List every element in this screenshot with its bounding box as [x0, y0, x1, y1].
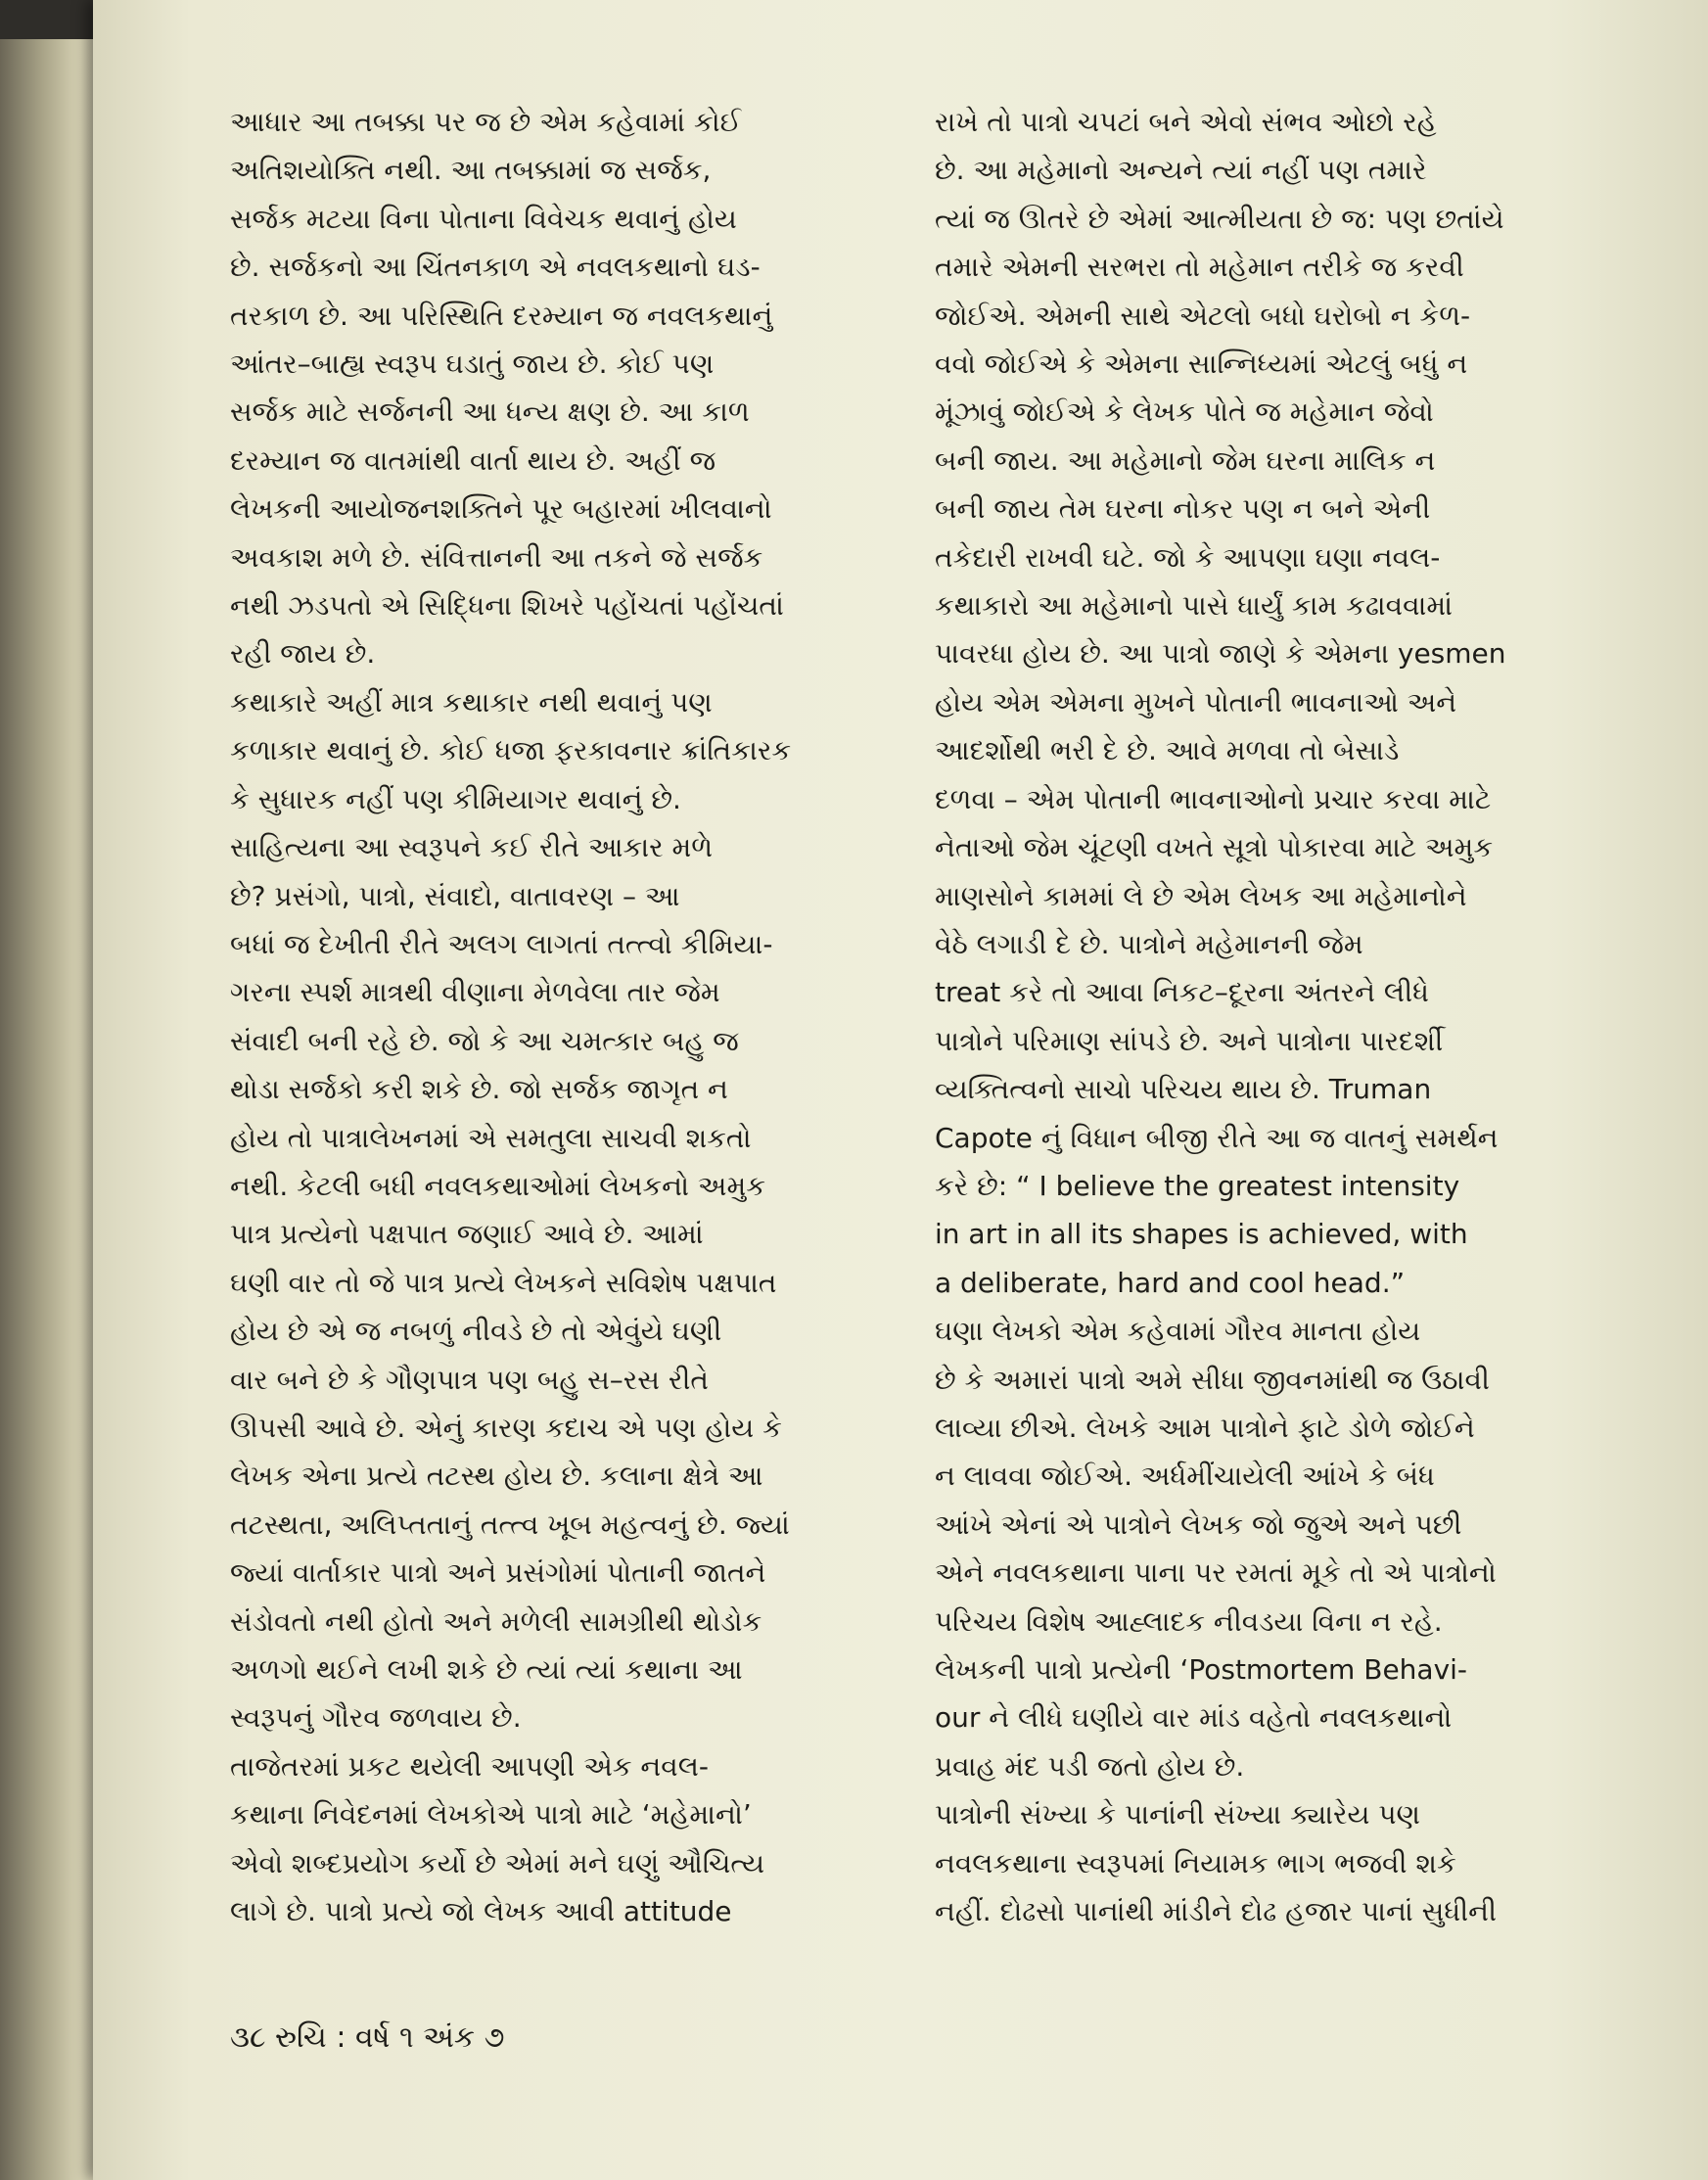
right-column-line: લેખકની પાત્રો પ્રત્યેની ‘Postmortem Behavi-: [935, 1653, 1468, 1686]
magazine-page: [93, 0, 1708, 2180]
right-column-line: જોઈએ. એમની સાથે એટલો બધો ઘરોબો ન કેળ-: [935, 299, 1471, 332]
left-column-line: રહી જાય છે.: [230, 637, 376, 671]
right-column-line: પાવરધા હોય છે. આ પાત્રો જાણે કે એમના yesmen: [935, 637, 1506, 671]
right-column-line: બની જાય. આ મહેમાનો જેમ ઘરના માલિક ન: [935, 443, 1436, 477]
left-column-line: જ્યાં વાર્તાકાર પાત્રો અને પ્રસંગોમાં પોતાની જાતને: [230, 1556, 766, 1590]
left-column-line: ઘણી વાર તો જે પાત્ર પ્રત્યે લેખકને સવિશેષ પક્ષપાત: [230, 1266, 777, 1299]
right-column-line: કથાકારો આ મહેમાનો પાસે ધાર્યું કામ કઢાવવામાં: [935, 589, 1454, 623]
page-footer: ૩૮ રુચિ : વર્ષ ૧ અંક ૭: [230, 2020, 505, 2055]
right-column-line: વવો જોઈએ કે એમના સાન્નિધ્યમાં એટલું બધું ન: [935, 348, 1468, 381]
right-column-line: માણસોને કામમાં લે છે એમ લેખક આ મહેમાનોને: [935, 879, 1467, 912]
right-column-line: લાવ્યા છીએ. લેખકે આમ પાત્રોને ફાટે ડોળે જોઈને: [935, 1411, 1475, 1444]
left-column-line: છે? પ્રસંગો, પાત્રો, સંવાદો, વાતાવરણ – આ: [230, 879, 680, 912]
right-column-line: નવલકથાના સ્વરૂપમાં નિયામક ભાગ ભજવી શકે: [935, 1846, 1456, 1879]
left-column-line: કથાકારે અહીં માત્ર કથાકાર નથી થવાનું પણ: [230, 685, 713, 719]
left-column-line: ગરના સ્પર્શ માત્રથી વીણાના મેળવેલા તાર જેમ: [230, 976, 720, 1009]
right-column-line: આંખે એનાં એ પાત્રોને લેખક જો જુએ અને પછી: [935, 1507, 1462, 1541]
left-column-line: બધાં જ દેખીતી રીતે અલગ લાગતાં તત્ત્વો કીમિયા-: [230, 927, 773, 960]
right-column-line: એને નવલકથાના પાના પર રમતાં મૂકે તો એ પાત્રોનો: [935, 1556, 1497, 1590]
right-column-line: a deliberate, hard and cool head.”: [935, 1266, 1406, 1299]
right-column-line: નહીં. દોઢસો પાનાંથી માંડીને દોઢ હજાર પાનાં સુધીની: [935, 1895, 1498, 1928]
right-column-line: our ને લીધે ઘણીયે વાર માંડ વહેતો નવલકથાનો: [935, 1701, 1453, 1735]
right-column-line: ન લાવવા જોઈએ. અર્ધમીંચાયેલી આંખે કે બંધ: [935, 1460, 1435, 1493]
right-column-line: બની જાય તેમ ઘરના નોકર પણ ન બને એની: [935, 492, 1431, 526]
right-column-line: છે કે અમારાં પાત્રો અમે સીધા જીવનમાંથી જ ઉઠાવી: [935, 1363, 1490, 1396]
left-column-line: તાજેતરમાં પ્રકટ થયેલી આપણી એક નવલ-: [230, 1749, 709, 1783]
left-column-line: હોય છે એ જ નબળું નીવડે છે તો એવુંયે ઘણી: [230, 1315, 722, 1348]
left-column-line: વાર બને છે કે ગૌણપાત્ર પણ બહુ સ–રસ રીતે: [230, 1363, 709, 1396]
right-column-line: છે. આ મહેમાનો અન્યને ત્યાં નહીં પણ તમારે: [935, 154, 1427, 187]
book-spine-edge: [0, 39, 108, 2180]
right-column-line: ત્યાં જ ઊતરે છે એમાં આત્મીયતા છે જ: પણ છતાંયે: [935, 202, 1504, 235]
left-column-line: લેખકની આયોજનશક્તિને પૂર બહારમાં ખીલવાનો: [230, 492, 772, 526]
right-column-line: આદર્શોથી ભરી દે છે. આવે મળવા તો બેસાડે: [935, 734, 1400, 767]
left-column-line: નથી ઝડપતો એ સિદ્ધિના શિખરે પહોંચતાં પહોંચતાં: [230, 589, 784, 623]
right-column-line: કરે છે: “ I believe the greatest intensity: [935, 1169, 1460, 1202]
left-column-line: થોડા સર્જકો કરી શકે છે. જો સર્જક જાગૃત ન: [230, 1073, 728, 1106]
left-column-line: આંતર–બાહ્ય સ્વરૂપ ઘડાતું જાય છે. કોઈ પણ: [230, 348, 715, 381]
left-column-line: કે સુધારક નહીં પણ કીમિયાગર થવાનું છે.: [230, 782, 681, 815]
right-column-line: Capote નું વિધાન બીજી રીતે આ જ વાતનું સમર્થન: [935, 1121, 1499, 1154]
right-text-column: [935, 98, 1674, 1935]
right-column-line: દળવા – એમ પોતાની ભાવનાઓનો પ્રચાર કરવા માટે: [935, 782, 1492, 815]
right-column-line: હોય એમ એમના મુખને પોતાની ભાવનાઓ અને: [935, 685, 1457, 719]
left-column-line: લાગે છે. પાત્રો પ્રત્યે જો લેખક આવી attitude: [230, 1895, 732, 1928]
right-column-line: in art in all its shapes is achieved, with: [935, 1218, 1468, 1251]
left-column-line: અતિશયોક્તિ નથી. આ તબક્કામાં જ સર્જક,: [230, 154, 712, 187]
left-column-line: સાહિત્યના આ સ્વરૂપને કઈ રીતે આકાર મળે: [230, 831, 714, 864]
left-column-line: સર્જક મટયા વિના પોતાના વિવેચક થવાનું હોય: [230, 202, 737, 235]
left-column-line: છે. સર્જકનો આ ચિંતનકાળ એ નવલકથાનો ઘડ-: [230, 251, 761, 284]
left-column-line: તરકાળ છે. આ પરિસ્થિતિ દરમ્યાન જ નવલકથાનું: [230, 299, 773, 332]
left-column-line: કળાકાર થવાનું છે. કોઈ ધજા ફરકાવનાર ક્રાંતિકારક: [230, 734, 792, 767]
left-column-line: સંડોવતો નથી હોતો અને મળેલી સામગ્રીથી થોડોક: [230, 1604, 762, 1638]
right-column-line: પાત્રોની સંખ્યા કે પાનાંની સંખ્યા ક્યારેય પણ: [935, 1798, 1420, 1832]
right-column-line: વ્યક્તિત્વનો સાચો પરિચય થાય છે. Truman: [935, 1073, 1432, 1106]
left-column-line: સંવાદી બની રહે છે. જો કે આ ચમત્કાર બહુ જ: [230, 1024, 739, 1057]
right-column-line: પાત્રોને પરિમાણ સાંપડે છે. અને પાત્રોના પારદર્શી: [935, 1024, 1444, 1057]
right-column-line: ઘણા લેખકો એમ કહેવામાં ગૌરવ માનતા હોય: [935, 1315, 1421, 1348]
left-column-line: તટસ્થતા, અલિપ્તતાનું તત્ત્વ ખૂબ મહત્વનું છે. જ્યાં: [230, 1507, 790, 1541]
left-column-line: એવો શબ્દપ્રયોગ કર્યો છે એમાં મને ઘણું ઔચિત્ય: [230, 1846, 765, 1879]
left-column-line: આધાર આ તબક્કા પર જ છે એમ કહેવામાં કોઈ: [230, 106, 742, 138]
right-column-line: treat કરે તો આવા નિકટ–દૂરના અંતરને લીધે: [935, 976, 1429, 1009]
right-column-line: નેતાઓ જેમ ચૂંટણી વખતે સૂત્રો પોકારવા માટે અમુક: [935, 831, 1494, 864]
left-column-line: ઊપસી આવે છે. એનું કારણ કદાચ એ પણ હોય કે: [230, 1411, 782, 1444]
left-column-line: કથાના નિવેદનમાં લેખકોએ પાત્રો માટે ‘મહેમાનો’: [230, 1798, 752, 1832]
right-column-line: રાખે તો પાત્રો ચપટાં બને એવો સંભવ ઓછો રહે: [935, 106, 1437, 138]
left-column-line: લેખક એના પ્રત્યે તટસ્થ હોય છે. કલાના ક્ષેત્રે આ: [230, 1460, 763, 1493]
left-column-line: હોય તો પાત્રાલેખનમાં એ સમતુલા સાચવી શકતો: [230, 1121, 752, 1154]
right-column-line: પરિચય વિશેષ આહ્લાદક નીવડયા વિના ન રહે.: [935, 1604, 1443, 1638]
left-text-column: [230, 98, 969, 1935]
left-column-line: પાત્ર પ્રત્યેનો પક્ષપાત જણાઈ આવે છે. આમાં: [230, 1218, 704, 1251]
left-column-line: સર્જક માટે સર્જનની આ ધન્ય ક્ષણ છે. આ કાળ: [230, 395, 750, 429]
left-column-line: દરમ્યાન જ વાતમાંથી વાર્તા થાય છે. અહીં જ: [230, 443, 716, 477]
right-column-line: તમારે એમની સરભરા તો મહેમાન તરીકે જ કરવી: [935, 251, 1464, 284]
right-column-line: પ્રવાહ મંદ પડી જતો હોય છે.: [935, 1749, 1245, 1783]
left-column-line: અવકાશ મળે છે. સંવિત્તાનની આ તકને જે સર્જક: [230, 540, 763, 574]
left-column-line: અળગો થઈને લખી શકે છે ત્યાં ત્યાં કથાના આ: [230, 1653, 743, 1686]
left-column-line: નથી. કેટલી બધી નવલકથાઓમાં લેખકનો અમુક: [230, 1169, 765, 1202]
right-column-line: મૂંઝાવું જોઈએ કે લેખક પોતે જ મહેમાન જેવો: [935, 395, 1434, 429]
left-column-line: સ્વરૂપનું ગૌરવ જળવાય છે.: [230, 1701, 522, 1735]
right-column-line: તકેદારી રાખવી ઘટે. જો કે આપણા ઘણા નવલ-: [935, 540, 1441, 574]
right-column-line: વેઠે લગાડી દે છે. પાત્રોને મહેમાનની જેમ: [935, 927, 1363, 960]
